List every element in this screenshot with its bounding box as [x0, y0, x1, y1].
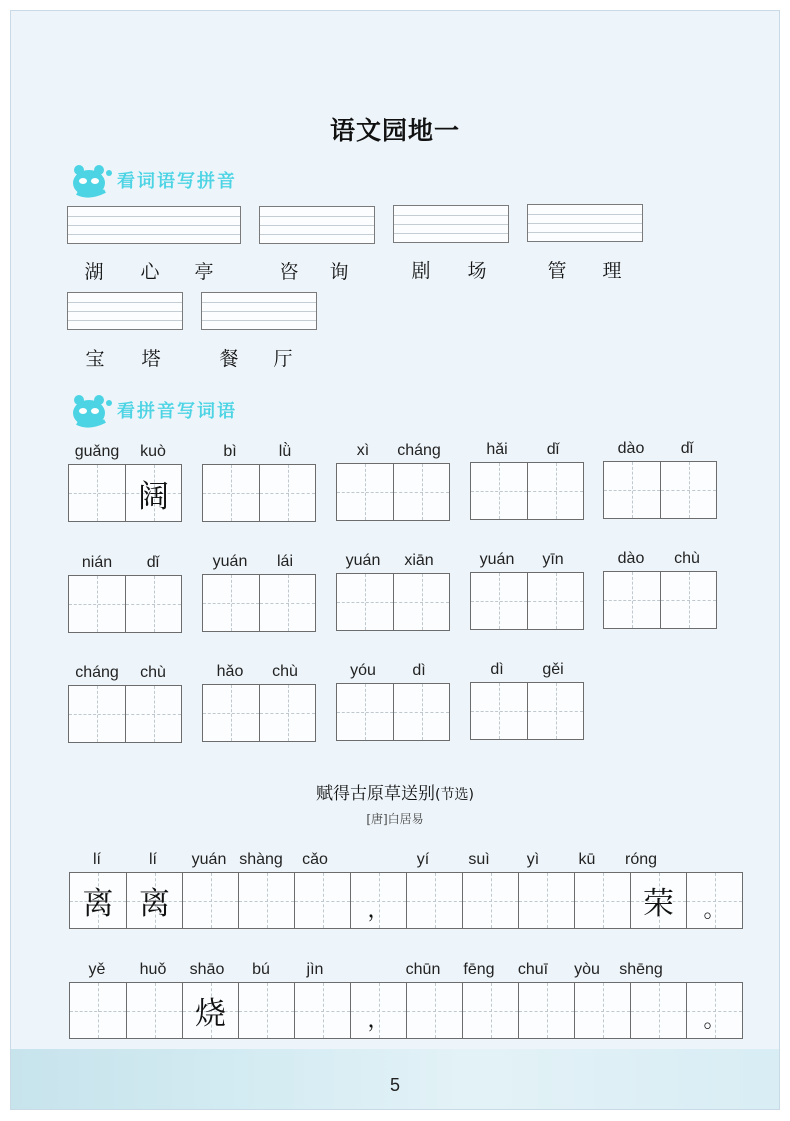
pinyin-syllable: cǎo	[302, 851, 328, 868]
char-cell[interactable]	[70, 983, 126, 1038]
char-cell[interactable]	[337, 574, 393, 630]
char-cell[interactable]	[69, 686, 125, 742]
word-char: 塔	[141, 348, 161, 370]
pinyin-syllable: róng	[624, 851, 658, 868]
char-cell[interactable]	[393, 464, 449, 520]
char-cell[interactable]	[125, 686, 181, 742]
char-cell[interactable]	[518, 983, 574, 1038]
char-cell[interactable]	[238, 873, 294, 928]
char-cell[interactable]	[527, 683, 583, 739]
word-char: 亭	[194, 261, 214, 283]
word-char: 询	[329, 261, 349, 283]
char-cell[interactable]	[406, 873, 462, 928]
char-cell[interactable]	[527, 463, 583, 519]
char-grid[interactable]	[202, 464, 316, 522]
pinyin-syllable: jìn	[306, 961, 324, 978]
pinyin-syllable: yuán	[212, 553, 248, 570]
pinyin-syllable: yě	[88, 961, 106, 978]
char-cell[interactable]	[462, 873, 518, 928]
pinyin-syllable: lái	[276, 553, 294, 570]
char-cell[interactable]	[604, 572, 660, 628]
char-grid[interactable]	[470, 462, 584, 520]
char-cell[interactable]	[259, 465, 315, 521]
char-cell[interactable]	[660, 572, 716, 628]
char-cell[interactable]	[527, 573, 583, 629]
char-grid[interactable]	[202, 684, 316, 742]
char-cell[interactable]	[406, 983, 462, 1038]
char-grid[interactable]	[202, 574, 316, 632]
pinyin-syllable: chù	[272, 663, 298, 680]
char-cell[interactable]	[259, 575, 315, 631]
pinyin-syllable: chuī	[517, 961, 549, 978]
punctuation-cell: ，	[350, 873, 406, 928]
pinyin-syllable: fēng	[463, 961, 495, 978]
char-cell[interactable]	[203, 465, 259, 521]
panda-icon	[69, 393, 115, 429]
pinyin-syllable: gěi	[542, 661, 564, 678]
char-grid[interactable]	[68, 685, 182, 743]
punctuation-cell: ，	[350, 983, 406, 1038]
pinyin-syllable: yīn	[542, 551, 564, 568]
pinyin-syllable: lí	[149, 851, 157, 868]
pinyin-syllable: lí	[93, 851, 101, 868]
char-grid[interactable]	[470, 682, 584, 740]
punctuation-cell: 。	[686, 983, 742, 1038]
char-cell[interactable]	[125, 576, 181, 632]
char-cell[interactable]	[238, 983, 294, 1038]
pinyin-syllable: shàng	[239, 851, 283, 868]
section-header-look-words-write-pinyin	[69, 161, 329, 201]
pinyin-syllable: xì	[356, 442, 370, 459]
char-cell[interactable]	[471, 573, 527, 629]
char-cell[interactable]	[393, 574, 449, 630]
pinyin-syllable: guǎng	[74, 443, 120, 460]
pinyin-syllable: lǜ	[278, 443, 292, 460]
pinyin-syllable: yuán	[479, 551, 515, 568]
char-cell[interactable]	[604, 462, 660, 518]
pinyin-syllable: yì	[526, 851, 540, 868]
word-char: 咨	[279, 261, 299, 283]
char-cell[interactable]	[294, 983, 350, 1038]
char-grid[interactable]	[336, 683, 450, 741]
section-label: 看拼音写词语	[117, 401, 237, 422]
char-cell[interactable]	[574, 983, 630, 1038]
char-grid[interactable]	[68, 464, 182, 522]
pinyin-syllable: dǐ	[680, 440, 694, 457]
char-grid[interactable]	[336, 573, 450, 631]
char-cell[interactable]	[337, 464, 393, 520]
pinyin-syllable: shēng	[619, 961, 663, 978]
pinyin-syllable: huǒ	[139, 961, 167, 978]
pinyin-syllable: yòu	[574, 961, 600, 978]
word-char: 理	[602, 260, 622, 282]
workbook-page	[10, 10, 780, 1110]
char-cell[interactable]: 荣	[630, 873, 686, 928]
pinyin-syllable: chù	[674, 550, 700, 567]
word-char: 餐	[219, 348, 239, 370]
char-cell[interactable]	[393, 684, 449, 740]
char-grid[interactable]	[68, 575, 182, 633]
page-number: 5	[389, 1075, 400, 1095]
char-cell[interactable]: 离	[70, 873, 126, 928]
char-cell[interactable]	[69, 465, 125, 521]
char-cell[interactable]	[471, 683, 527, 739]
pinyin-syllable: kuò	[140, 443, 166, 460]
pinyin-syllable: dì	[490, 661, 504, 678]
pinyin-syllable: yóu	[350, 662, 376, 679]
word-char: 剧	[411, 260, 431, 282]
word-char: 管	[547, 260, 567, 282]
char-cell[interactable]	[574, 873, 630, 928]
char-cell[interactable]	[660, 462, 716, 518]
pinyin-syllable: hǎi	[486, 441, 508, 458]
pinyin-answer-box[interactable]	[527, 204, 643, 242]
word-char: 厅	[273, 348, 293, 370]
panda-icon	[69, 163, 115, 199]
char-cell[interactable]	[630, 983, 686, 1038]
poem-char-grid[interactable]	[69, 872, 743, 929]
pinyin-syllable: yuán	[345, 552, 381, 569]
pinyin-syllable: hǎo	[216, 663, 244, 680]
pinyin-answer-box[interactable]	[67, 206, 241, 244]
char-cell[interactable]	[518, 873, 574, 928]
pinyin-syllable: yuán	[191, 851, 227, 868]
char-cell[interactable]	[337, 684, 393, 740]
char-cell[interactable]: 烧	[182, 983, 238, 1038]
poem-char-grid[interactable]	[69, 982, 743, 1039]
pinyin-answer-box[interactable]	[259, 206, 375, 244]
poem-author: [唐]白居易	[366, 812, 424, 826]
char-cell[interactable]	[182, 873, 238, 928]
char-cell[interactable]	[471, 463, 527, 519]
poem-title	[11, 779, 779, 804]
pinyin-answer-box[interactable]	[393, 205, 509, 243]
word-char: 湖	[84, 261, 104, 283]
pinyin-syllable: chù	[140, 664, 166, 681]
char-cell[interactable]	[294, 873, 350, 928]
char-grid[interactable]	[470, 572, 584, 630]
char-grid[interactable]	[603, 571, 717, 629]
pinyin-syllable: shāo	[189, 961, 225, 978]
pinyin-syllable: cháng	[75, 664, 119, 681]
pinyin-answer-box[interactable]	[201, 292, 317, 330]
pinyin-syllable: nián	[81, 554, 113, 571]
char-cell[interactable]	[203, 575, 259, 631]
pinyin-syllable: xiān	[404, 552, 434, 569]
pinyin-syllable: bì	[223, 443, 237, 460]
pinyin-syllable: dì	[412, 662, 426, 679]
pinyin-syllable: kū	[578, 851, 596, 868]
poem-title-text: 赋得古原草送别	[316, 784, 436, 804]
word-char: 心	[140, 261, 160, 283]
pinyin-syllable: chūn	[405, 961, 441, 978]
char-cell[interactable]	[259, 685, 315, 741]
pinyin-syllable: dǐ	[546, 441, 560, 458]
pinyin-answer-box[interactable]	[67, 292, 183, 330]
char-cell[interactable]	[69, 576, 125, 632]
section-header-look-pinyin-write-words	[69, 391, 329, 431]
char-cell[interactable]	[462, 983, 518, 1038]
pinyin-syllable: bú	[252, 961, 270, 978]
pinyin-syllable: dǐ	[146, 554, 160, 571]
punctuation-cell: 。	[686, 873, 742, 928]
poem-subtitle: (节选)	[435, 787, 474, 803]
char-cell[interactable]	[203, 685, 259, 741]
pinyin-syllable: dào	[617, 550, 645, 567]
pinyin-syllable: dào	[617, 440, 645, 457]
page-title: 语文园地一	[329, 116, 460, 145]
char-cell[interactable]: 阔	[125, 465, 181, 521]
section-label: 看词语写拼音	[117, 171, 237, 192]
pinyin-syllable: yí	[416, 851, 430, 868]
pinyin-syllable: suì	[468, 851, 490, 868]
pinyin-syllable: cháng	[397, 442, 441, 459]
char-cell[interactable]: 离	[126, 873, 182, 928]
char-cell[interactable]	[126, 983, 182, 1038]
char-grid[interactable]	[603, 461, 717, 519]
word-char: 宝	[85, 348, 105, 370]
char-grid[interactable]	[336, 463, 450, 521]
word-char: 场	[467, 260, 487, 282]
